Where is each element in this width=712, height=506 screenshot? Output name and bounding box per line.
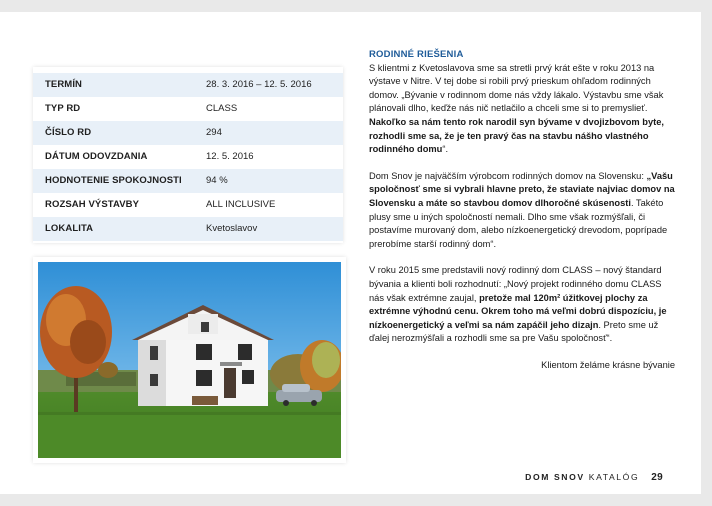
info-label: HODNOTENIE SPOKOJNOSTI: [45, 175, 182, 186]
info-value: 294: [206, 127, 222, 138]
article-text: [369, 48, 675, 372]
footer-catalog: KATALÓG: [588, 472, 640, 482]
paragraph-text: “.: [442, 144, 449, 155]
project-info-table: [33, 67, 343, 243]
paragraph-emphasis: Nakoľko sa nám tento rok narodil syn bývame v dvojizbovom byte, rozhodli sme sa, že je ten pravý čas na stavbu nášho vlastného rodinného domu: [369, 116, 664, 155]
paragraph-emphasis: „Vašu spoločnosť sme si vybrali hlavne preto, že staviate najviac domov na Slovensku a máte so stavbou domov dlhoročné skúsenosti: [369, 170, 675, 208]
info-value: CLASS: [206, 103, 238, 114]
info-label: DÁTUM ODOVZDANIA: [45, 151, 148, 162]
info-label: LOKALITA: [45, 223, 94, 234]
house-photo: [38, 262, 341, 458]
article-paragraph-2: [369, 170, 675, 252]
article-heading: RODINNÉ RIEŠENIA: [369, 49, 464, 60]
info-label: TYP RD: [45, 103, 81, 114]
paragraph-text: . Takéto plusy sme u iných spoločností nemali. Dlho sme však rozmýšľali, či postavíme murovaný dom, alebo nízkoenergetický drevodom, poprípade prerobíme starší rodinný dom“.: [369, 197, 668, 249]
info-row-type: [33, 97, 343, 121]
info-row-location: [33, 217, 343, 241]
info-row-handover-date: [33, 145, 343, 169]
info-row-scope: [33, 193, 343, 217]
info-row-number: [33, 121, 343, 145]
article-paragraph-1: [369, 62, 675, 157]
info-value: ALL INCLUSIVE: [206, 199, 276, 210]
catalog-page: [0, 12, 701, 494]
paragraph-text: S klientmi z Kvetoslavova sme sa stretli prvý krát ešte v roku 2013 na výstave v Nitre. V tej dobe si robili prvý prieskum ohľadom rodinných domov. „Bývanie v rodinnom dome nás vždy lákalo. Výstavbu sme však plánovali dlho, keďže nás nič netlačilo a chceli sme si to premyslieť.: [369, 62, 664, 114]
article-paragraph-3: [369, 264, 675, 346]
footer-brand: DOM SNOV: [525, 472, 585, 482]
page-number: 29: [651, 472, 663, 483]
info-label: ROZSAH VÝSTAVBY: [45, 199, 140, 210]
page-footer: [525, 472, 663, 483]
info-row-satisfaction: [33, 169, 343, 193]
paragraph-emphasis: pretože mal 120m² úžitkovej plochy za extrémne výhodnú cenu. Okrem toho má veľmi dobrú dispozíciu, je nízkoenergetický a veľmi sa nám zapáčil jeho dizajn: [369, 292, 667, 330]
info-label: TERMÍN: [45, 79, 83, 90]
paragraph-text: V roku 2015 sme predstavili nový rodinný dom CLASS – nový štandard bývania a klienti boli rozhodnutí: „Nový projekt rodinného domu CLASS nás však extrémne zaujal,: [369, 265, 662, 303]
paragraph-text: . Preto sme už ďalej nerozmýšľali a rozhodli sme sa pre Vašu spoločnosť“.: [369, 319, 659, 344]
article-closing: Klientom želáme krásne bývanie: [541, 359, 675, 370]
info-row-term: [33, 73, 343, 97]
house-photo-frame: [33, 257, 346, 463]
info-label: ČÍSLO RD: [45, 127, 92, 138]
info-value: 28. 3. 2016 – 12. 5. 2016: [206, 79, 312, 90]
info-value: 94 %: [206, 175, 228, 186]
paragraph-text: Dom Snov je najväčším výrobcom rodinných domov na Slovensku:: [369, 170, 644, 181]
info-value: Kvetoslavov: [206, 223, 258, 234]
info-value: 12. 5. 2016: [206, 151, 254, 162]
